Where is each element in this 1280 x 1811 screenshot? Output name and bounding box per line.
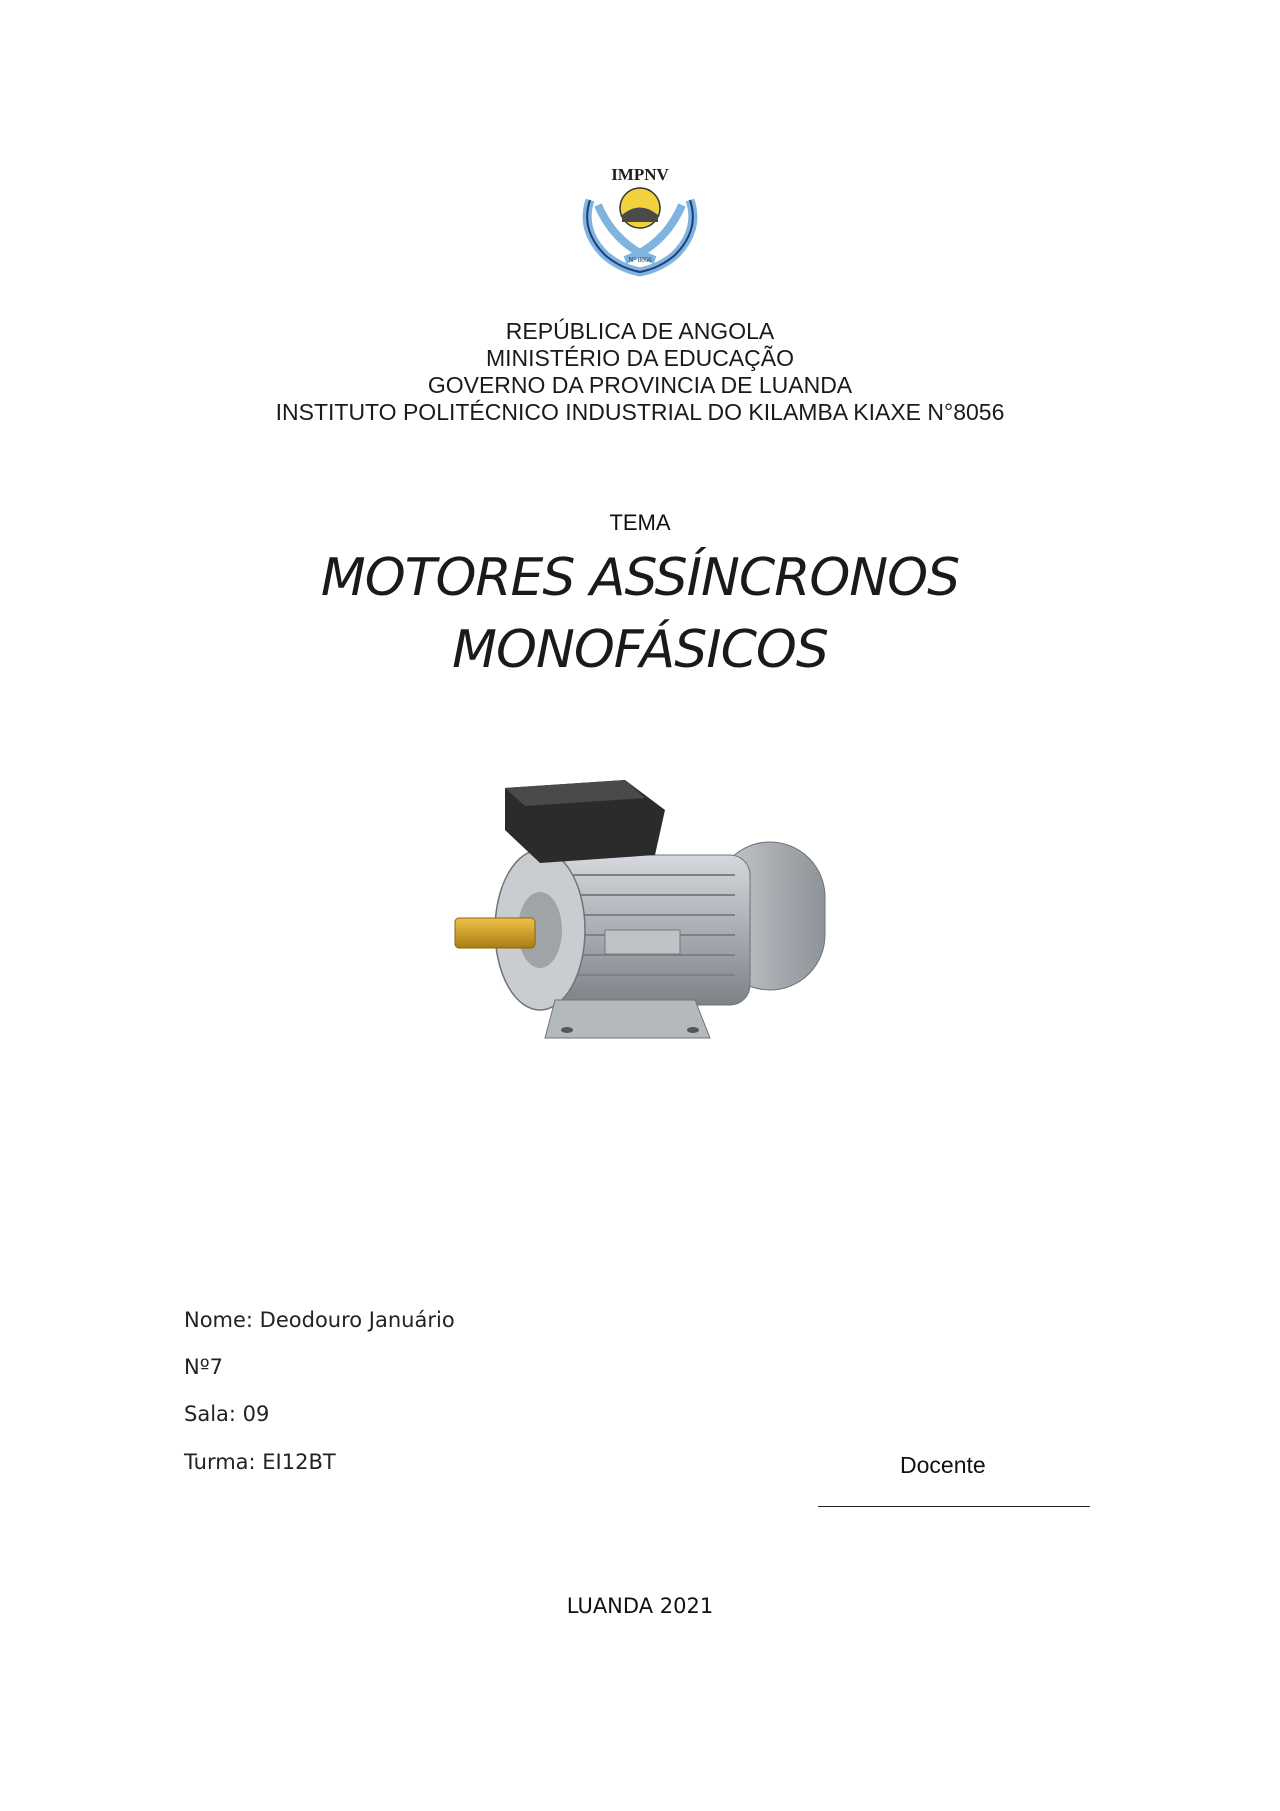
logo-number: N° 8056 — [628, 256, 652, 264]
school-logo-seal-icon — [560, 160, 720, 278]
title-line-1: MOTORES ASSÍNCRONOS — [320, 548, 960, 608]
header-institute: INSTITUTO POLITÉCNICO INDUSTRIAL DO KILAMBA KIAXE N°8056 — [275, 399, 1005, 425]
theme-label: TEMA — [609, 510, 671, 535]
student-name: Nome: Deodouro Januário — [184, 1308, 455, 1332]
teacher-label: Docente — [900, 1452, 986, 1478]
footer-city-year: LUANDA 2021 — [566, 1594, 714, 1618]
student-room: Sala: 09 — [184, 1402, 270, 1426]
student-class: Turma: EI12BT — [184, 1450, 336, 1474]
signature-line — [818, 1506, 1090, 1507]
header-ministry: MINISTÉRIO DA EDUCAÇÃO — [486, 345, 794, 371]
title-line-2: MONOFÁSICOS — [452, 620, 828, 680]
header-republic: REPÚBLICA DE ANGOLA — [505, 318, 775, 344]
header-province: GOVERNO DA PROVINCIA DE LUANDA — [427, 372, 853, 398]
logo-acronym: IMPNV — [611, 165, 669, 184]
student-number: Nº7 — [184, 1355, 223, 1379]
electric-motor-illustration — [445, 760, 865, 1090]
